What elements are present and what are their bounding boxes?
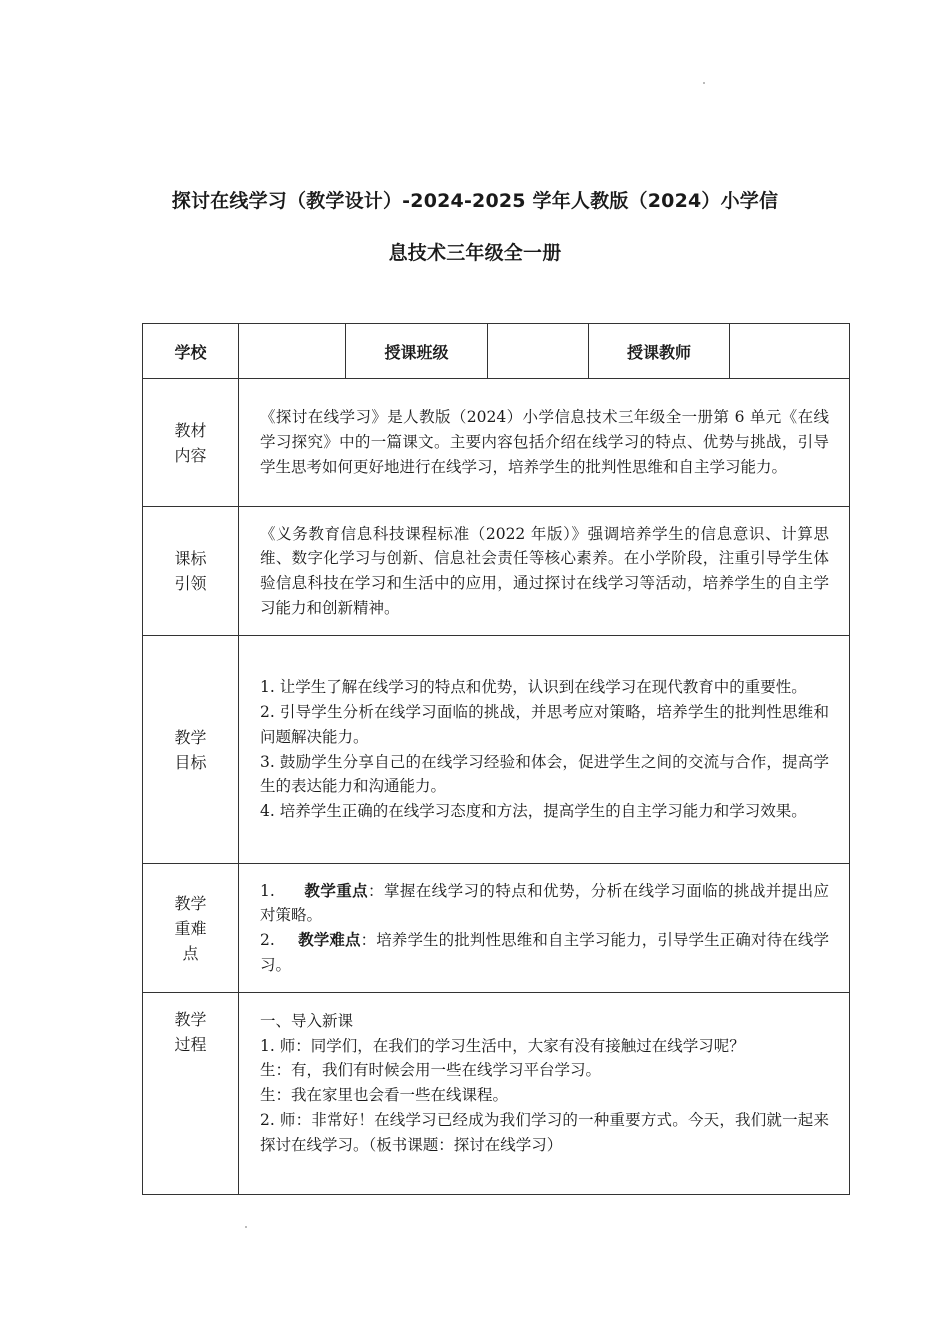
difficulty-label: 教学难点 bbox=[298, 931, 361, 949]
key-point-item: 1. 教学重点：掌握在线学习的特点和优势，分析在线学习面临的挑战并提出应对策略。 bbox=[260, 881, 829, 925]
goal-item: 2. 引导学生分析在线学习面临的挑战，并思考应对策略，培养学生的批判性思维和问题解决能力。 bbox=[260, 703, 829, 746]
teacher-value[interactable] bbox=[730, 324, 850, 379]
header-row bbox=[143, 324, 850, 379]
focus-row bbox=[143, 864, 850, 993]
standard-label: 课标 引领 bbox=[143, 507, 239, 636]
process-content bbox=[239, 993, 850, 1195]
focus-content bbox=[239, 864, 850, 993]
process-line: 生：我在家里也会看一些在线课程。 bbox=[260, 1086, 509, 1105]
key-point-label: 教学重点 bbox=[304, 881, 369, 900]
material-content: 《探讨在线学习》是人教版（2024）小学信息技术三年级全一册第 6 单元《在线学习探究》中的一篇课文。主要内容包括介绍在线学习的特点、优势与挑战，引导学生思考如何更好地进行在线学习，培养学生的批判性思维和自主学习能力。 bbox=[239, 379, 850, 507]
school-value[interactable] bbox=[239, 324, 346, 379]
goals-content bbox=[239, 636, 850, 864]
standard-row bbox=[143, 507, 850, 636]
process-label: 教学 过程 bbox=[143, 993, 239, 1195]
process-line: 一、导入新课 bbox=[260, 1012, 354, 1030]
goal-item: 1. 让学生了解在线学习的特点和优势，认识到在线学习在现代教育中的重要性。 bbox=[260, 678, 807, 697]
goals-label: 教学 目标 bbox=[143, 636, 239, 864]
document-title-line1: 探讨在线学习（教学设计）-2024-2025 学年人教版（2024）小学信 bbox=[171, 190, 779, 212]
process-row bbox=[143, 993, 850, 1195]
scan-speck bbox=[703, 82, 705, 84]
document-title-line2: 息技术三年级全一册 bbox=[388, 242, 562, 264]
lesson-plan-table bbox=[142, 323, 850, 1195]
process-line: 1. 师：同学们，在我们的学习生活中，大家有没有接触过在线学习呢？ bbox=[260, 1036, 745, 1055]
material-label: 教材 内容 bbox=[143, 379, 239, 507]
material-row bbox=[143, 379, 850, 507]
school-label: 学校 bbox=[143, 324, 239, 379]
teacher-label: 授课教师 bbox=[589, 324, 730, 379]
goal-item: 3. 鼓励学生分享自己的在线学习经验和体会，促进学生之间的交流与合作，提高学生的表达能力和沟通能力。 bbox=[260, 752, 829, 796]
process-line: 2. 师：非常好！在线学习已经成为我们学习的一种重要方式。今天，我们就一起来探讨在线学习。（板书课题：探讨在线学习） bbox=[260, 1110, 829, 1154]
process-line: 生：有，我们有时候会用一些在线学习平台学习。 bbox=[260, 1061, 602, 1080]
class-value[interactable] bbox=[488, 324, 589, 379]
goals-row bbox=[143, 636, 850, 864]
standard-content: 《义务教育信息科技课程标准（2022 年版）》强调培养学生的信息意识、计算思维、数字化学习与创新、信息社会责任等核心素养。在小学阶段，注重引导学生体验信息科技在学习和生活中的应用，通过探讨在线学习等活动，培养学生的自主学习能力和创新精神。 bbox=[239, 507, 850, 636]
focus-label: 教学 重难 点 bbox=[143, 864, 239, 993]
class-label: 授课班级 bbox=[346, 324, 488, 379]
scan-speck bbox=[245, 1226, 247, 1228]
difficulty-item: 2. 教学难点：培养学生的批判性思维和自主学习能力，引导学生正确对待在线学习。 bbox=[260, 931, 829, 974]
goal-item: 4. 培养学生正确的在线学习态度和方法，提高学生的自主学习能力和学习效果。 bbox=[260, 801, 807, 820]
